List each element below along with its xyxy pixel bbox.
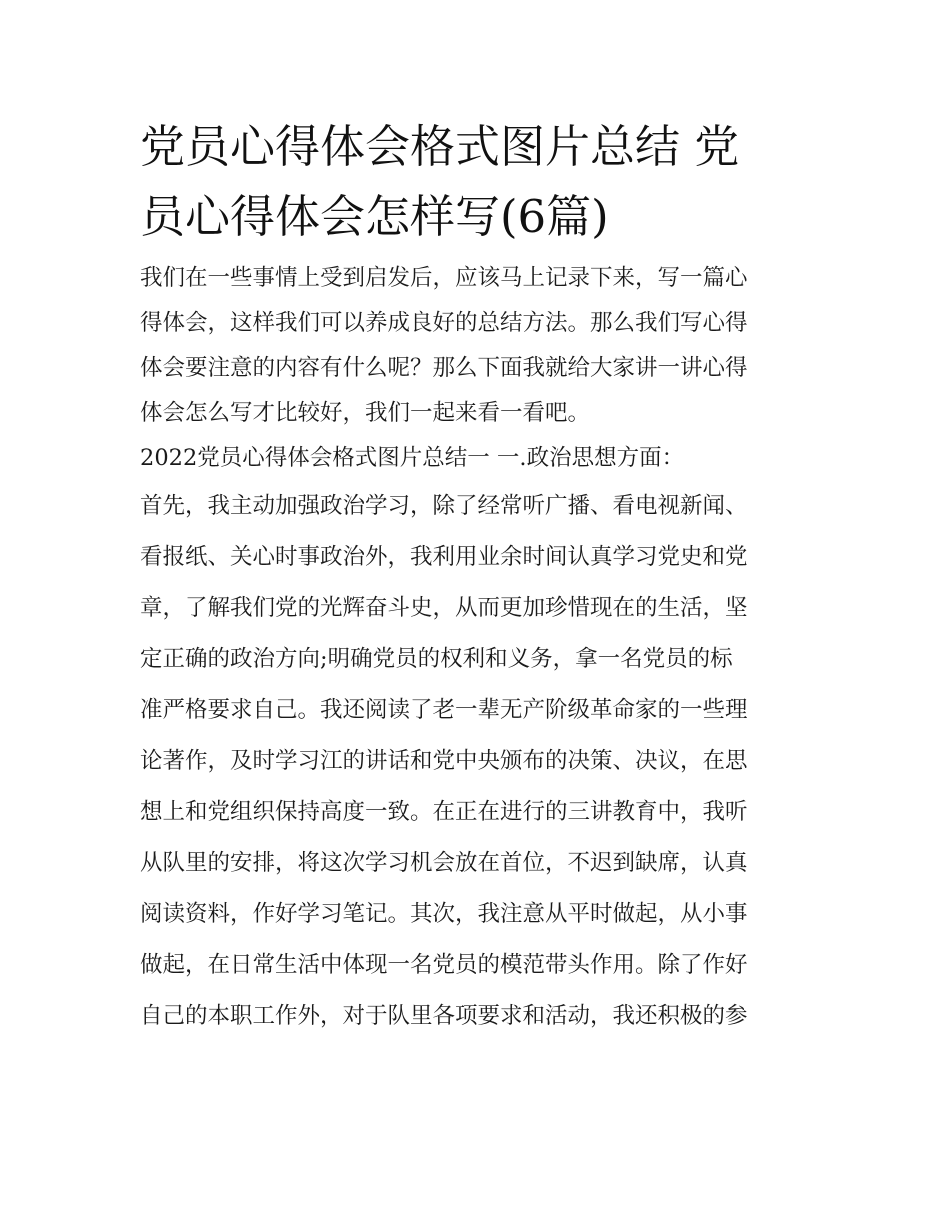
intro-line: 得体会，这样我们可以养成良好的总结方法。那么我们写心得 [140,310,748,336]
body-line: 做起，在日常生活中体现一名党员的模范带头作用。除了作好 [140,952,748,978]
body-line: 准严格要求自己。我还阅读了老一辈无产阶级革命家的一些理 [140,697,748,723]
intro-line: 我们在一些事情上受到启发后，应该马上记录下来，写一篇心 [140,265,748,291]
body-line: 论著作，及时学习江的讲话和党中央颁布的决策、决议，在思 [140,748,748,774]
intro-line: 体会怎么写才比较好，我们一起来看一看吧。 [140,400,591,426]
intro-line: 体会要注意的内容有什么呢？那么下面我就给大家讲一讲心得 [140,355,748,381]
body-line: 首先，我主动加强政治学习，除了经常听广播、看电视新闻、 [140,493,748,519]
body-line: 从队里的安排，将这次学习机会放在首位，不迟到缺席，认真 [140,850,748,876]
document-content [140,112,820,1042]
body-line: 定正确的政治方向;明确党员的权利和义务，拿一名党员的标 [140,646,733,672]
title-line: 党员心得体会格式图片总结 党 [140,120,740,173]
body-paragraph [140,481,820,1042]
document-title [140,112,820,252]
section-heading: 2022党员心得体会格式图片总结一 一.政治思想方面： [140,445,685,471]
body-line: 想上和党组织保持高度一致。在正在进行的三讲教育中，我听 [140,799,748,825]
body-line: 看报纸、关心时事政治外，我利用业余时间认真学习党史和党 [140,544,748,570]
body-line: 章，了解我们党的光辉奋斗史，从而更加珍惜现在的生活，坚 [140,595,748,621]
intro-paragraph [140,256,820,436]
body-line: 自己的本职工作外，对于队里各项要求和活动，我还积极的参 [140,1003,748,1029]
title-line: 员心得体会怎样写(6篇) [140,190,609,243]
body-line: 阅读资料，作好学习笔记。其次，我注意从平时做起，从小事 [140,901,748,927]
